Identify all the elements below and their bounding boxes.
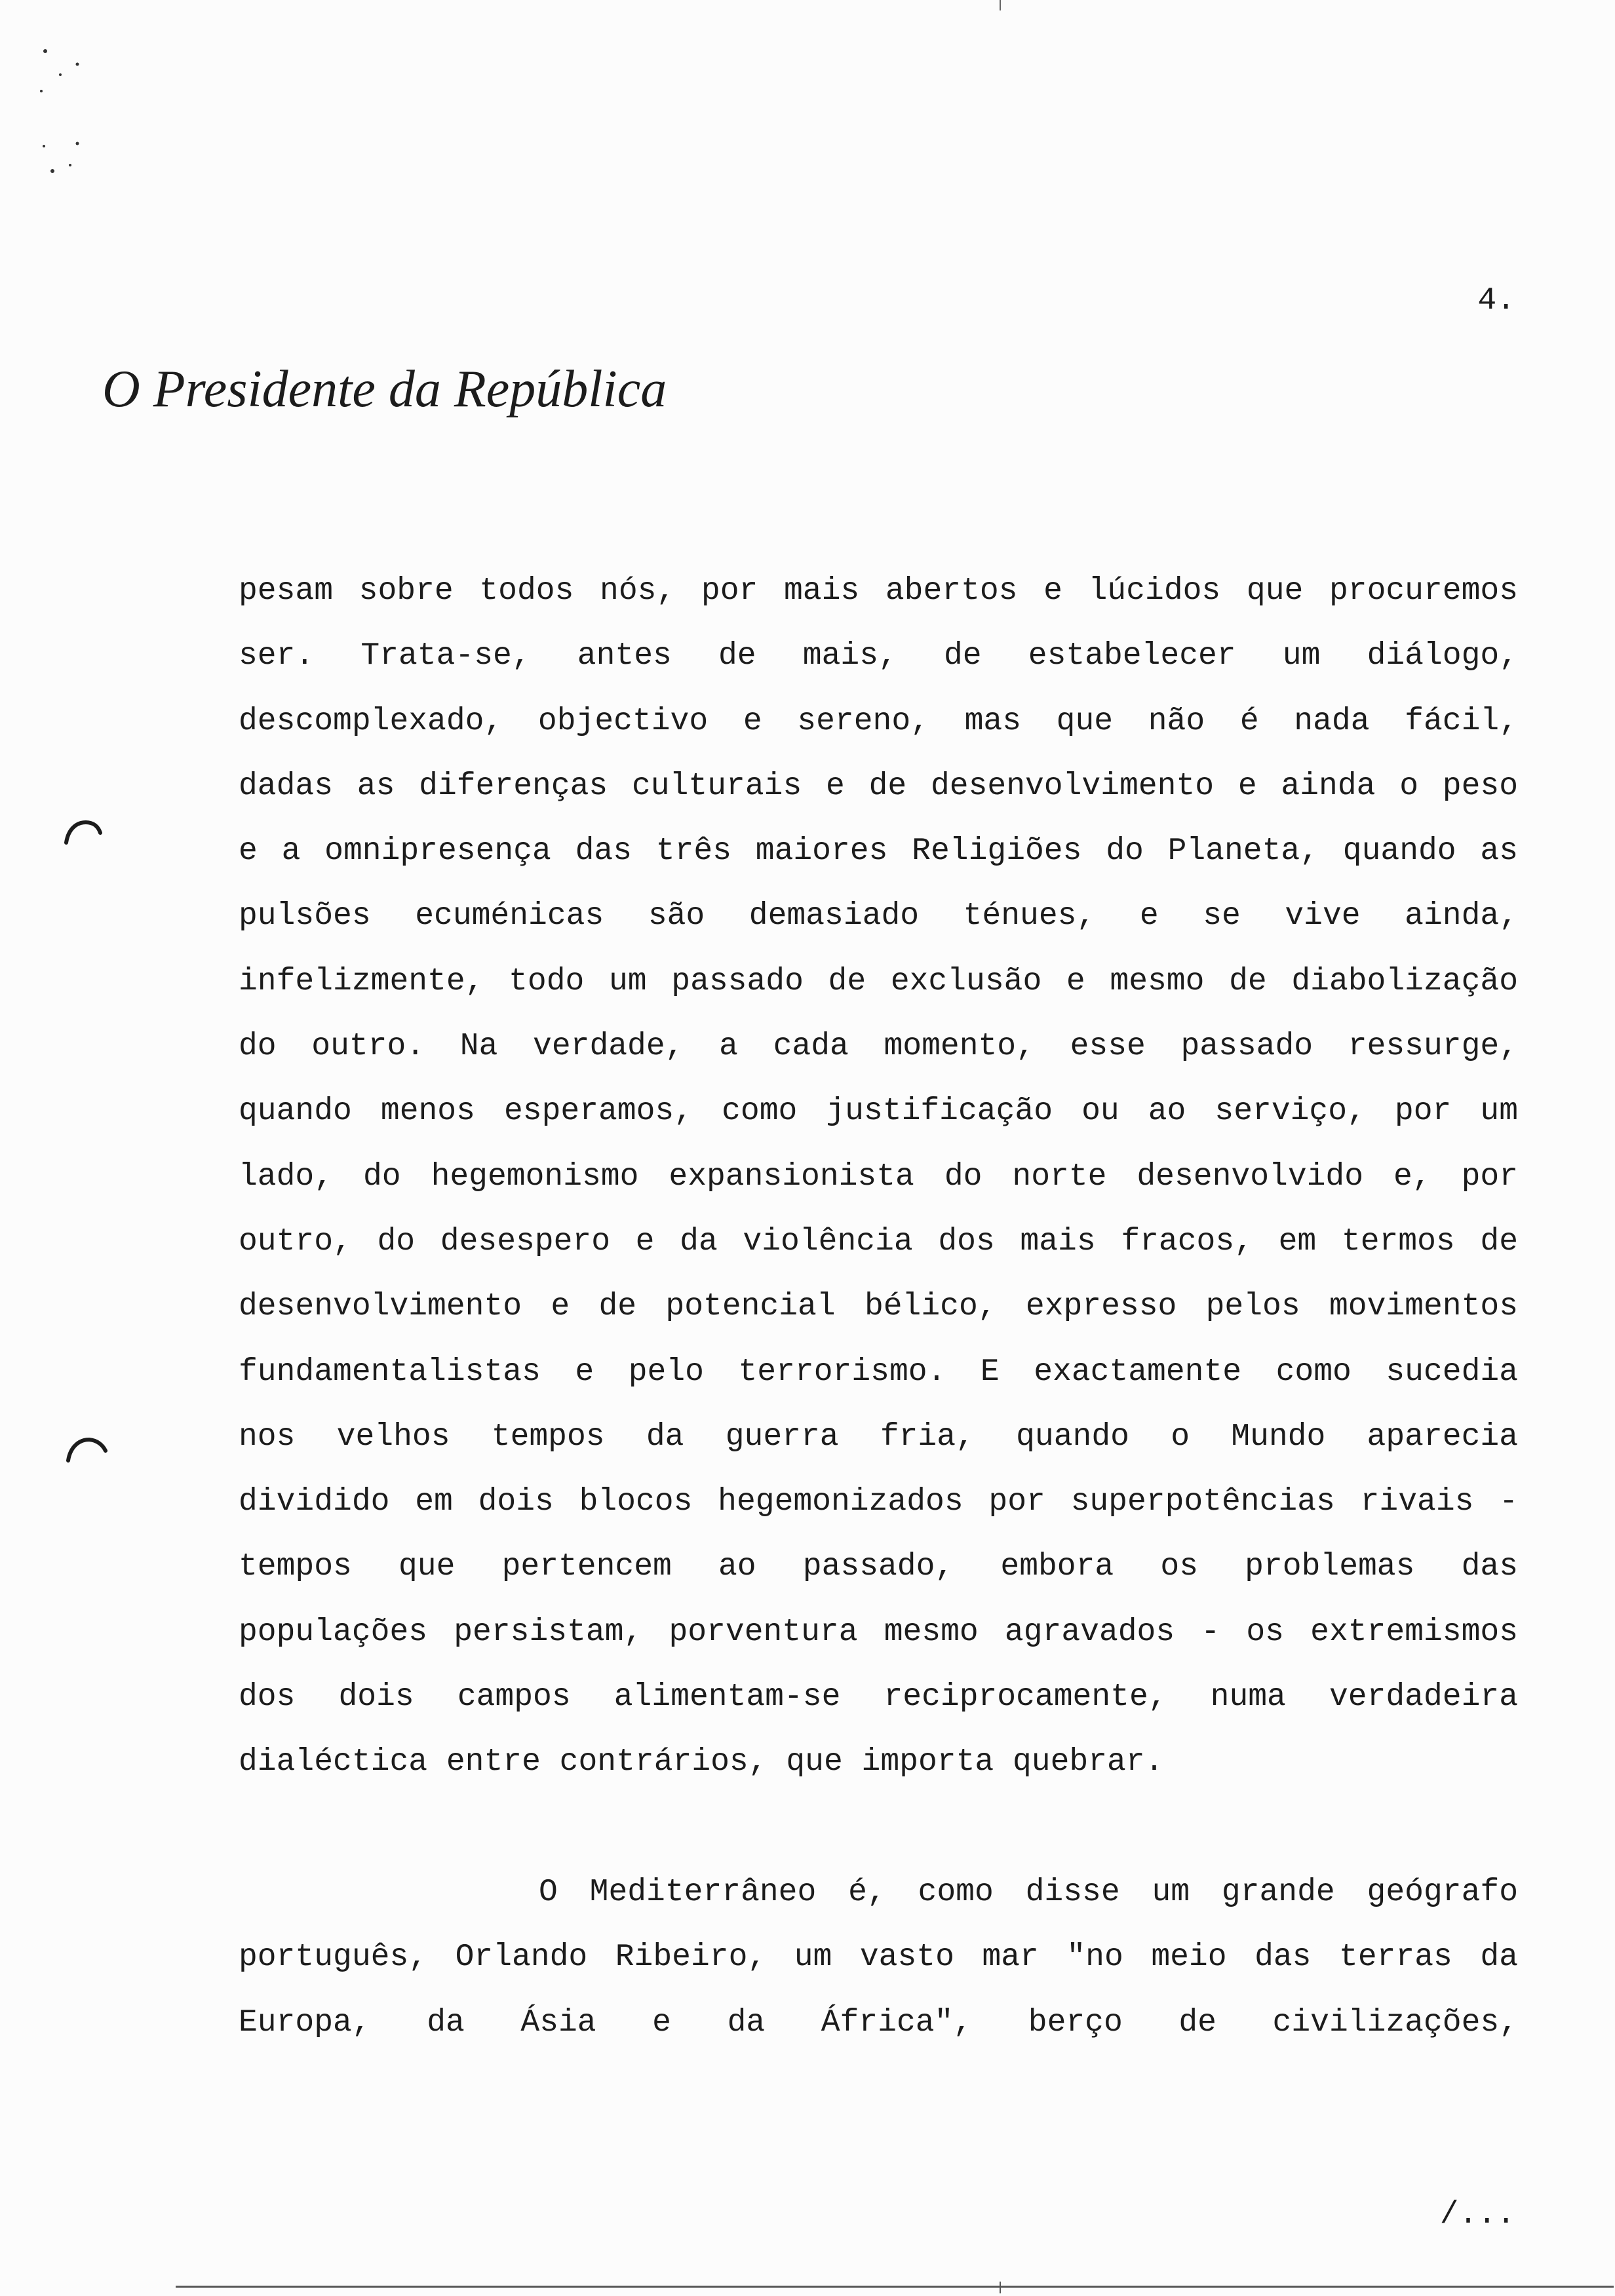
text-line: tempos que pertencem ao passado, embora os problemas das [239,1549,1518,1585]
scan-speck [69,164,71,166]
page-number: 4. [1477,283,1515,318]
text-line: lado, do hegemonismo expansionista do norte desenvolvido e, por [239,1158,1518,1195]
text-line: Europa, da Ásia e da África", berço de civilizações, [239,2004,1518,2040]
letterhead: O Presidente da República [102,360,667,418]
text-line: quando menos esperamos, como justificação ou ao serviço, por um [239,1094,1518,1130]
text-line: pulsões ecuménicas são demasiado ténues, e se vive ainda, [239,898,1518,934]
text-line: fundamentalistas e pelo terrorismo. E exactamente como sucedia [239,1354,1518,1390]
scan-speck [76,63,79,66]
text-line: dos dois campos alimentam-se reciprocamente, numa verdadeira [239,1679,1518,1715]
scan-speck [43,49,47,53]
text-line: e a omnipresença das três maiores Religiões do Planeta, quando as [239,833,1518,870]
text-line: outro, do desespero e da violência dos mais fracos, em termos de [239,1223,1518,1259]
text-line: português, Orlando Ribeiro, um vasto mar "no meio das terras da [239,1940,1518,1976]
text-line: ser. Trata-se, antes de mais, de estabelecer um diálogo, [239,638,1518,674]
margin-mark [66,822,100,843]
scan-speck [43,145,45,147]
text-line: pesam sobre todos nós, por mais abertos e lúcidos que procuremos [239,573,1518,609]
text-line: dadas as diferenças culturais e de desenvolvimento e ainda o peso [239,768,1518,804]
text-line: O Mediterrâneo é, como disse um grande geógrafo [539,1875,1518,1910]
scan-speck [50,169,54,173]
margin-mark [68,1440,106,1461]
text-line: nos velhos tempos da guerra fria, quando o Mundo aparecia [239,1419,1518,1455]
scan-speck [59,73,62,76]
text-line: descomplexado, objectivo e sereno, mas que não é nada fácil, [239,703,1518,739]
text-line: infelizmente, todo um passado de exclusão e mesmo de diabolização [239,963,1518,999]
text-line: desenvolvimento e de potencial bélico, expresso pelos movimentos [239,1289,1518,1325]
text-line: dividido em dois blocos hegemonizados por superpotências rivais - [239,1484,1518,1520]
scan-speck [40,90,43,92]
body-paragraph [239,559,1518,1795]
text-line: do outro. Na verdade, a cada momento, esse passado ressurge, [239,1029,1518,1065]
text-line: dialéctica entre contrários, que importa quebrar. [239,1744,1164,1780]
text-line: populações persistam, porventura mesmo agravados - os extremismos [239,1614,1518,1650]
scan-speck [76,142,79,145]
continuation-mark: /... [1439,2197,1515,2232]
body-paragraph [239,1860,1518,2056]
